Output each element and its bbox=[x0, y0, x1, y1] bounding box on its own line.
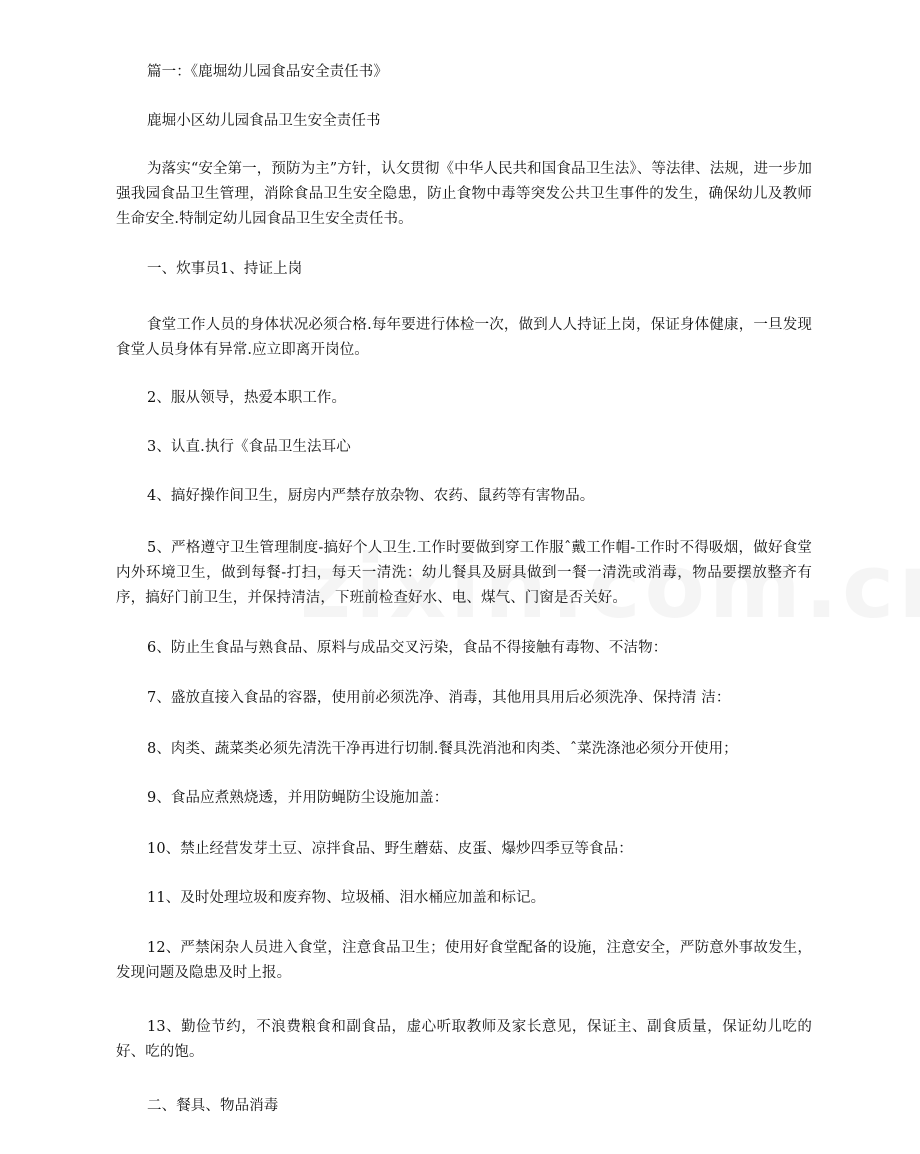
list-item: 2、服从领导，热爱本职工作。 bbox=[147, 390, 347, 406]
intro-paragraph: 为落实“安全第一，预防为主”方针，认攵贯彻《中华人民共和国食品卫生法》、等法律、法规，进一步加强我园食品卫生管理，消除食品卫生安全隐患，防止食物中毒等突发公共卫生事件的发生，确保幼儿及教师生命安全.特制定幼儿园食品卫生安全责任书。 bbox=[116, 161, 812, 227]
section-heading: 二、餐具、物品消毒 bbox=[147, 1098, 279, 1114]
list-item: 13、勤俭节约，不浪费粮食和副食品，虚心听取教师及家长意见，保证主、副食质量，保证幼儿吃的好、吃的饱。 bbox=[116, 1019, 812, 1060]
subtitle: 鹿堀小区幼儿园食品卫生安全责任书 bbox=[147, 113, 381, 129]
list-item: 7、盛放直接入食品的容器，使用前必须洗净、消毒，其他用具用后必须洗净、保持清 洁： bbox=[147, 690, 731, 706]
list-item: 4、搞好操作间卫生，厨房内严禁存放杂物、农药、鼠药等有害物品。 bbox=[147, 488, 595, 504]
list-item: 3、认直.执行《食品卫生法耳心 bbox=[147, 439, 351, 455]
document-title: 篇一：《鹿堀幼儿园食品安全责任书》 bbox=[147, 64, 388, 80]
list-item: 6、防止生食品与熟食品、原料与成品交叉污染，食品不得接触有毒物、不洁物： bbox=[147, 640, 668, 656]
list-item: 8、肉类、蔬菜类必须先清洗干净再进行切制.餐具洗消池和肉类、ˆ菜洗涤池必须分开使用； bbox=[147, 741, 738, 757]
list-item: 11、及时处理垃圾和废弃物、垃圾桶、泪水桶应加盖和标记。 bbox=[147, 890, 546, 906]
paragraph: 食堂工作人员的身体状况必须合格.每年要进行体检一次，做到人人持证上岗，保证身体健康，一旦发现食堂人员身体有异常.应立即离开岗位。 bbox=[116, 317, 812, 358]
list-item: 10、禁止经营发芽土豆、凉拌食品、野生蘑菇、皮蛋、爆炒四季豆等食品： bbox=[147, 841, 633, 857]
list-item: 5、严格遵守卫生管理制度-搞好个人卫生.工作时要做到穿工作服ˆ戴工作帽-工作时不得吸烟，做好食堂内外环境卫生，做到每餐-打扫，每天一清洗：幼儿餐具及厨具做到一餐一清洗或消毒，物品要摆放整齐有序，搞好门前卫生，并保持清洁，下班前检查好水、电、煤气、门窗是否关好。 bbox=[116, 540, 812, 606]
list-item: 12、严禁闲杂人员进入食堂，注意食品卫生；使用好食堂配备的设施，注意安全，严防意外事故发生，发现问题及隐患及时上报。 bbox=[116, 940, 812, 981]
section-heading: 一、炊事员1、持证上岗 bbox=[147, 261, 303, 277]
list-item: 9、食品应煮熟烧透，并用防蝇防尘设施加盖： bbox=[147, 790, 449, 806]
